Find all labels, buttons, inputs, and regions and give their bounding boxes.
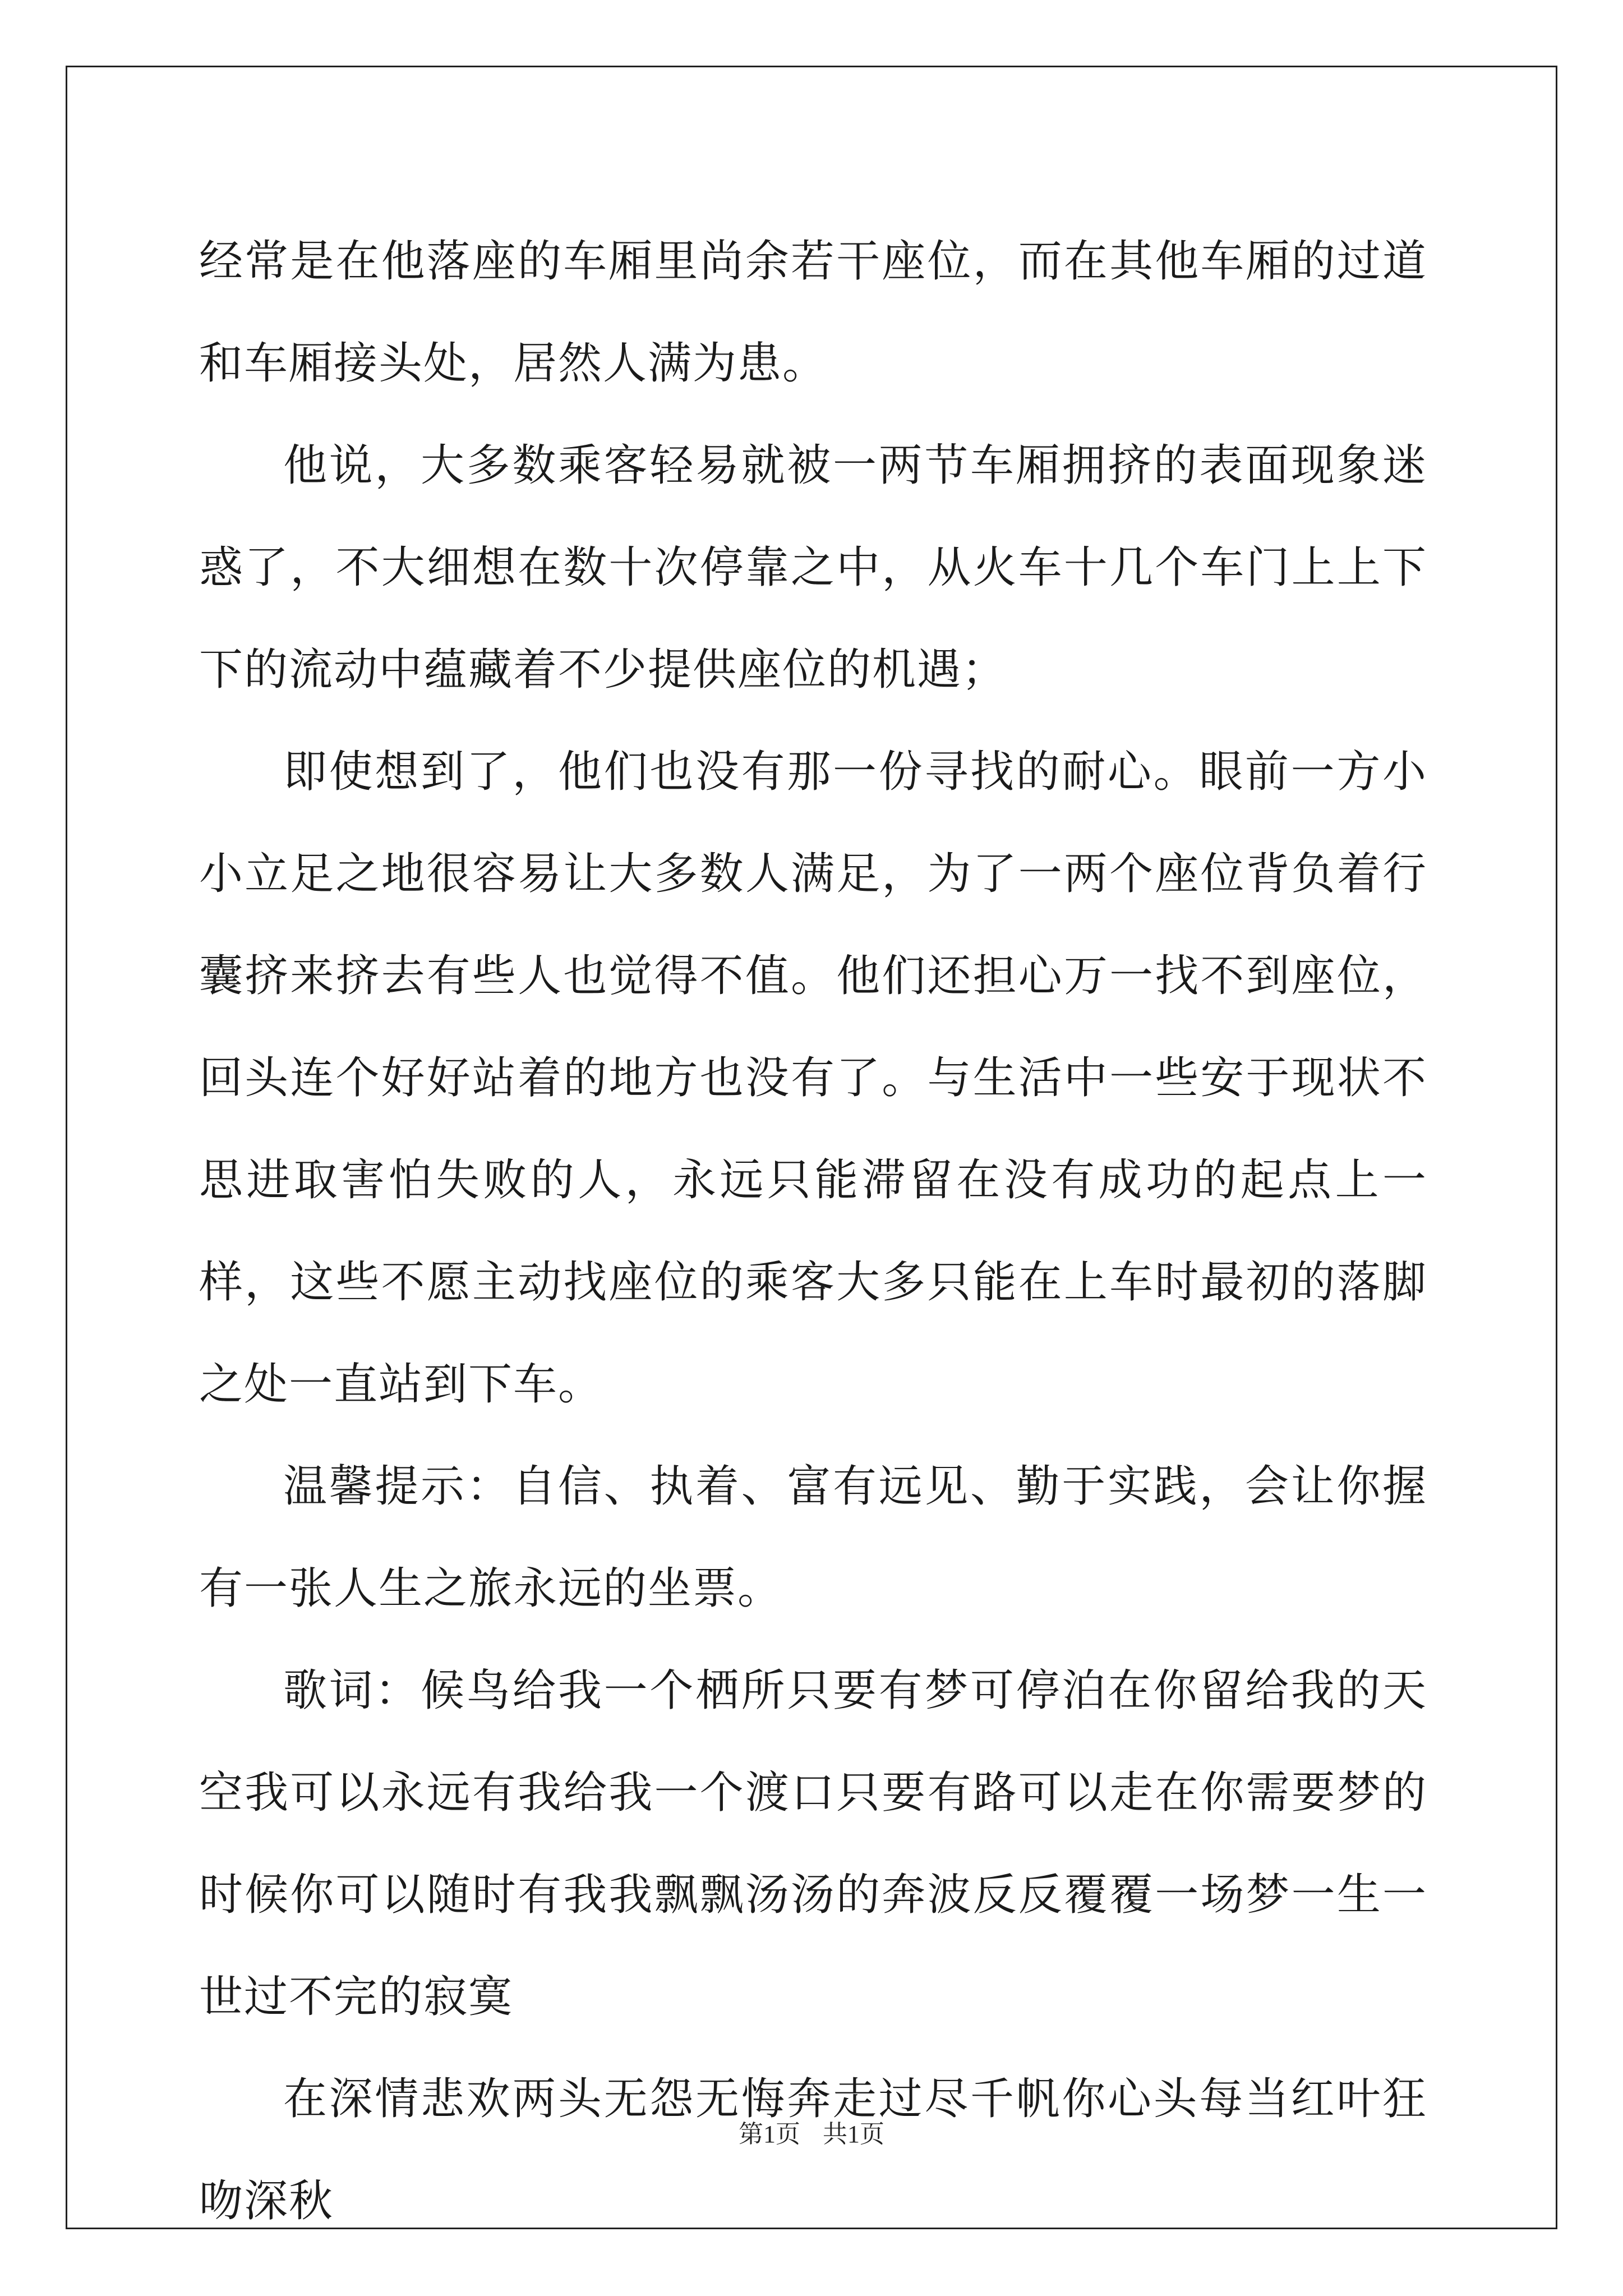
paragraph-2: 他说，大多数乘客轻易就被一两节车厢拥挤的表面现象迷惑了，不大细想在数十次停靠之中，从火车十几个车门上上下下的流动中蕴藏着不少提供座位的机遇；	[199, 440, 1427, 695]
paragraph-3: 即使想到了，他们也没有那一份寻找的耐心。眼前一方小小立足之地很容易让大多数人满足，为了一两个座位背负着行囊挤来挤去有些人也觉得不值。他们还担心万一找不到座位，回头连个好好站着的地方也没有了。与生活中一些安于现状不思进取害怕失败的人，永远只能滞留在没有成功的起点上一样，这些不愿主动找座位的乘客大多只能在上车时最初的落脚之处一直站到下车。	[199, 747, 1427, 1410]
document-body	[199, 210, 1427, 2252]
page-total: 共1页	[823, 2120, 884, 2148]
page-number: 第1页	[739, 2120, 800, 2148]
paragraph-4: 温馨提示：自信、执着、富有远见、勤于实践，会让你握有一张人生之旅永远的坐票。	[199, 1461, 1427, 1614]
paragraph-1: 经常是在他落座的车厢里尚余若干座位，而在其他车厢的过道和车厢接头处，居然人满为患。	[199, 236, 1427, 389]
paragraph-6: 在深情悲欢两头无怨无悔奔走过尽千帆你心头每当红叶狂吻深秋	[199, 2074, 1427, 2226]
paragraph-5: 歌词：候鸟给我一个栖所只要有梦可停泊在你留给我的天空我可以永远有我给我一个渡口只要有路可以走在你需要梦的时候你可以随时有我我飘飘汤汤的奔波反反覆覆一场梦一生一世过不完的寂寞	[199, 1665, 1427, 2022]
page-footer	[0, 2118, 1623, 2151]
